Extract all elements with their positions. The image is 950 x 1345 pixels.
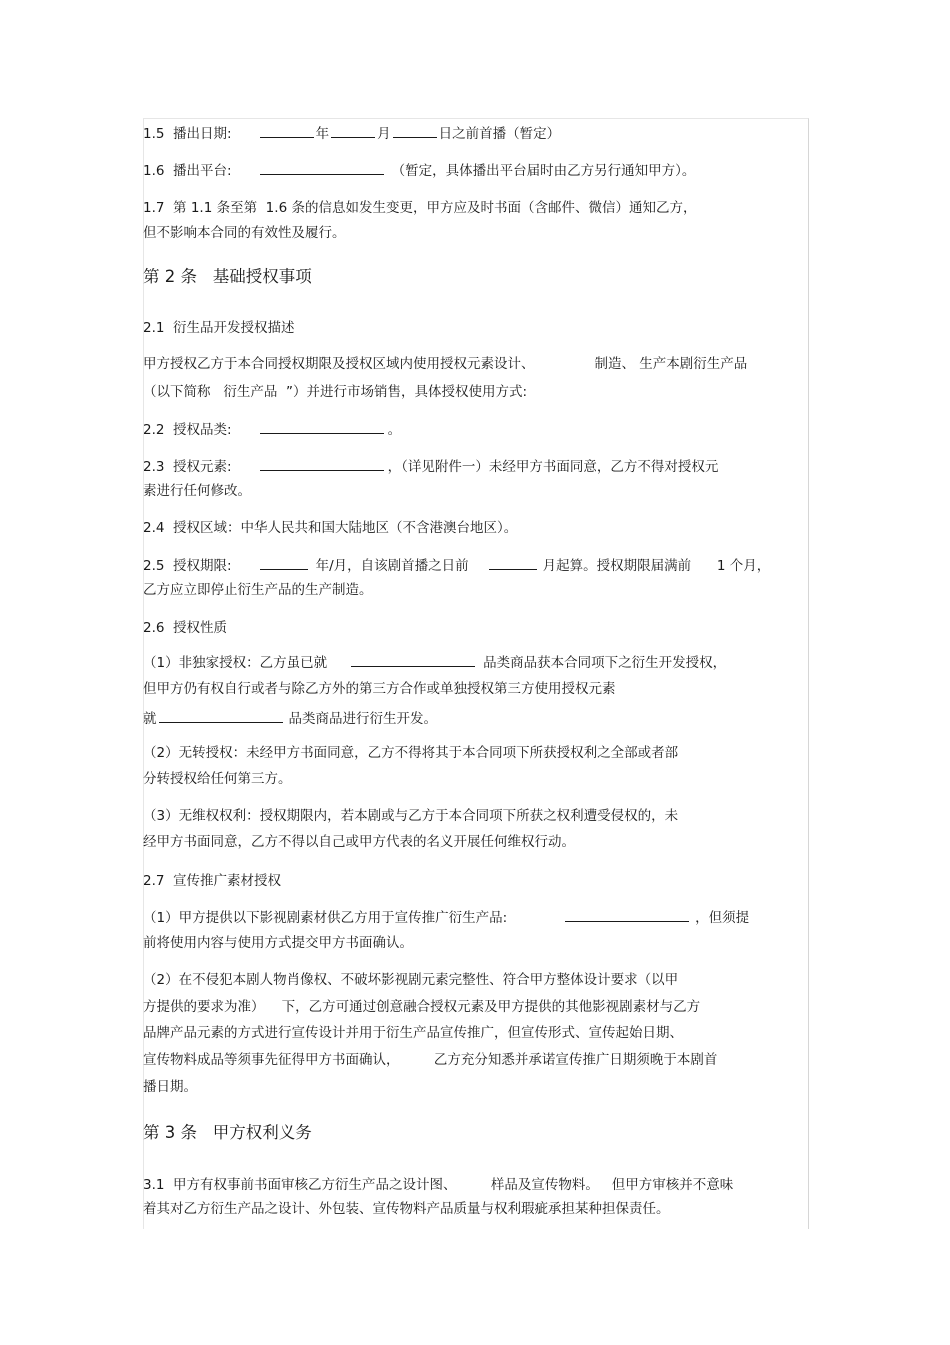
clause-1-5: 1.5 播出日期: 年 月 日之前首播（暂定） [143,123,560,144]
clause-2-6-1-cont: 但甲方仍有权自行或者与除乙方外的第三方合作或单独授权第三方使用授权元素 [143,681,616,697]
blank-platform [260,160,384,175]
clause-2-5-cont: 乙方应立即停止衍生产品的生产制造。 [143,582,373,598]
clause-1-6: 1.6 播出平台: （暂定，具体播出平台届时由乙方另行通知甲方）。 [143,160,695,181]
clause-2-4: 2.4 授权区域：中华人民共和国大陆地区（不含港澳台地区）。 [143,520,518,536]
clause-2-1: 2.1 衍生品开发授权描述 [143,320,295,336]
clause-2-7-2-cont4: 播日期。 [143,1079,197,1095]
clause-2-2: 2.2 授权品类: 。 [143,419,401,440]
clause-1-7-cont: 但不影响本合同的有效性及履行。 [143,225,346,241]
clause-2-7-2-cont1: 方提供的要求为准） 下，乙方可通过创意融合授权元素及甲方提供的其他影视剧素材与乙方 [143,999,701,1015]
clause-3-1-cont: 着其对乙方衍生产品之设计、外包装、宣传物料产品质量与权利瑕疵承担某种担保责任。 [143,1201,670,1217]
clause-2-3: 2.3 授权元素: ，（详见附件一）未经甲方书面同意，乙方不得对授权元 [143,456,718,477]
section-3-heading: 第 3 条 甲方权利义务 [143,1123,312,1142]
clause-2-7-2-cont2: 品牌产品元素的方式进行宣传设计并用于衍生产品宣传推广，但宣传形式、宣传起始日期、 [143,1025,683,1041]
blank-year [260,123,314,138]
blank-category [260,419,384,434]
blank-materials [565,907,689,922]
clause-2-7-1-cont: 前将使用内容与使用方式提交甲方书面确认。 [143,935,413,951]
blank-months [489,555,537,570]
clause-1-7: 1.7 第 1.1 条至第 1.6 条的信息如发生变更，甲方应及时书面（含邮件、微信）通知乙方， [143,200,697,216]
blank-term [260,555,308,570]
clause-2-1-text: 甲方授权乙方于本合同授权期限及授权区域内使用授权元素设计、 制造、 生产本剧衍生产品 [143,356,748,372]
clause-2-3-cont: 素进行任何修改。 [143,483,251,499]
clause-2-6-1-cont2: 就 品类商品进行衍生开发。 [143,708,437,729]
clause-2-5: 2.5 授权期限: 年/月，自该剧首播之日前 月起算。授权期限届满前 1 个月， [143,555,770,576]
clause-2-6: 2.6 授权性质 [143,620,228,636]
clause-3-1: 3.1 甲方有权事前书面审核乙方衍生产品之设计图、 样品及宣传物料。 但甲方审核并不意味 [143,1177,734,1193]
clause-2-7: 2.7 宣传推广素材授权 [143,873,282,889]
blank-elements [260,456,384,471]
clause-2-6-3: （3）无维权权利：授权期限内，若本剧或与乙方于本合同项下所获之权利遭受侵权的，未 [143,808,679,824]
section-2-heading: 第 2 条 基础授权事项 [143,267,312,286]
clause-2-7-1: （1）甲方提供以下影视剧素材供乙方用于宣传推广衍生产品: ，但须提 [143,907,749,928]
blank-month [331,123,375,138]
clause-2-6-3-cont: 经甲方书面同意，乙方不得以自己或甲方代表的名义开展任何维权行动。 [143,834,575,850]
clause-2-6-2-cont: 分转授权给任何第三方。 [143,771,292,787]
clause-2-7-2: （2）在不侵犯本剧人物肖像权、不破坏影视剧元素完整性、符合甲方整体设计要求（以甲 [143,972,679,988]
blank-day [393,123,437,138]
blank-thirdparty-category [159,708,283,723]
clause-2-6-2: （2）无转授权：未经甲方书面同意，乙方不得将其于本合同项下所获授权利之全部或者部 [143,745,679,761]
clause-2-7-2-cont3: 宣传物料成品等须事先征得甲方书面确认， 乙方充分知悉并承诺宣传推广日期须晚于本剧首 [143,1052,718,1068]
clause-2-6-1: （1）非独家授权：乙方虽已就 品类商品获本合同项下之衍生开发授权， [143,652,726,673]
blank-nonexclusive-category [351,652,475,667]
clause-2-1-text-cont: （以下简称 衍生产品 ”）并进行市场销售，具体授权使用方式: [143,384,527,400]
